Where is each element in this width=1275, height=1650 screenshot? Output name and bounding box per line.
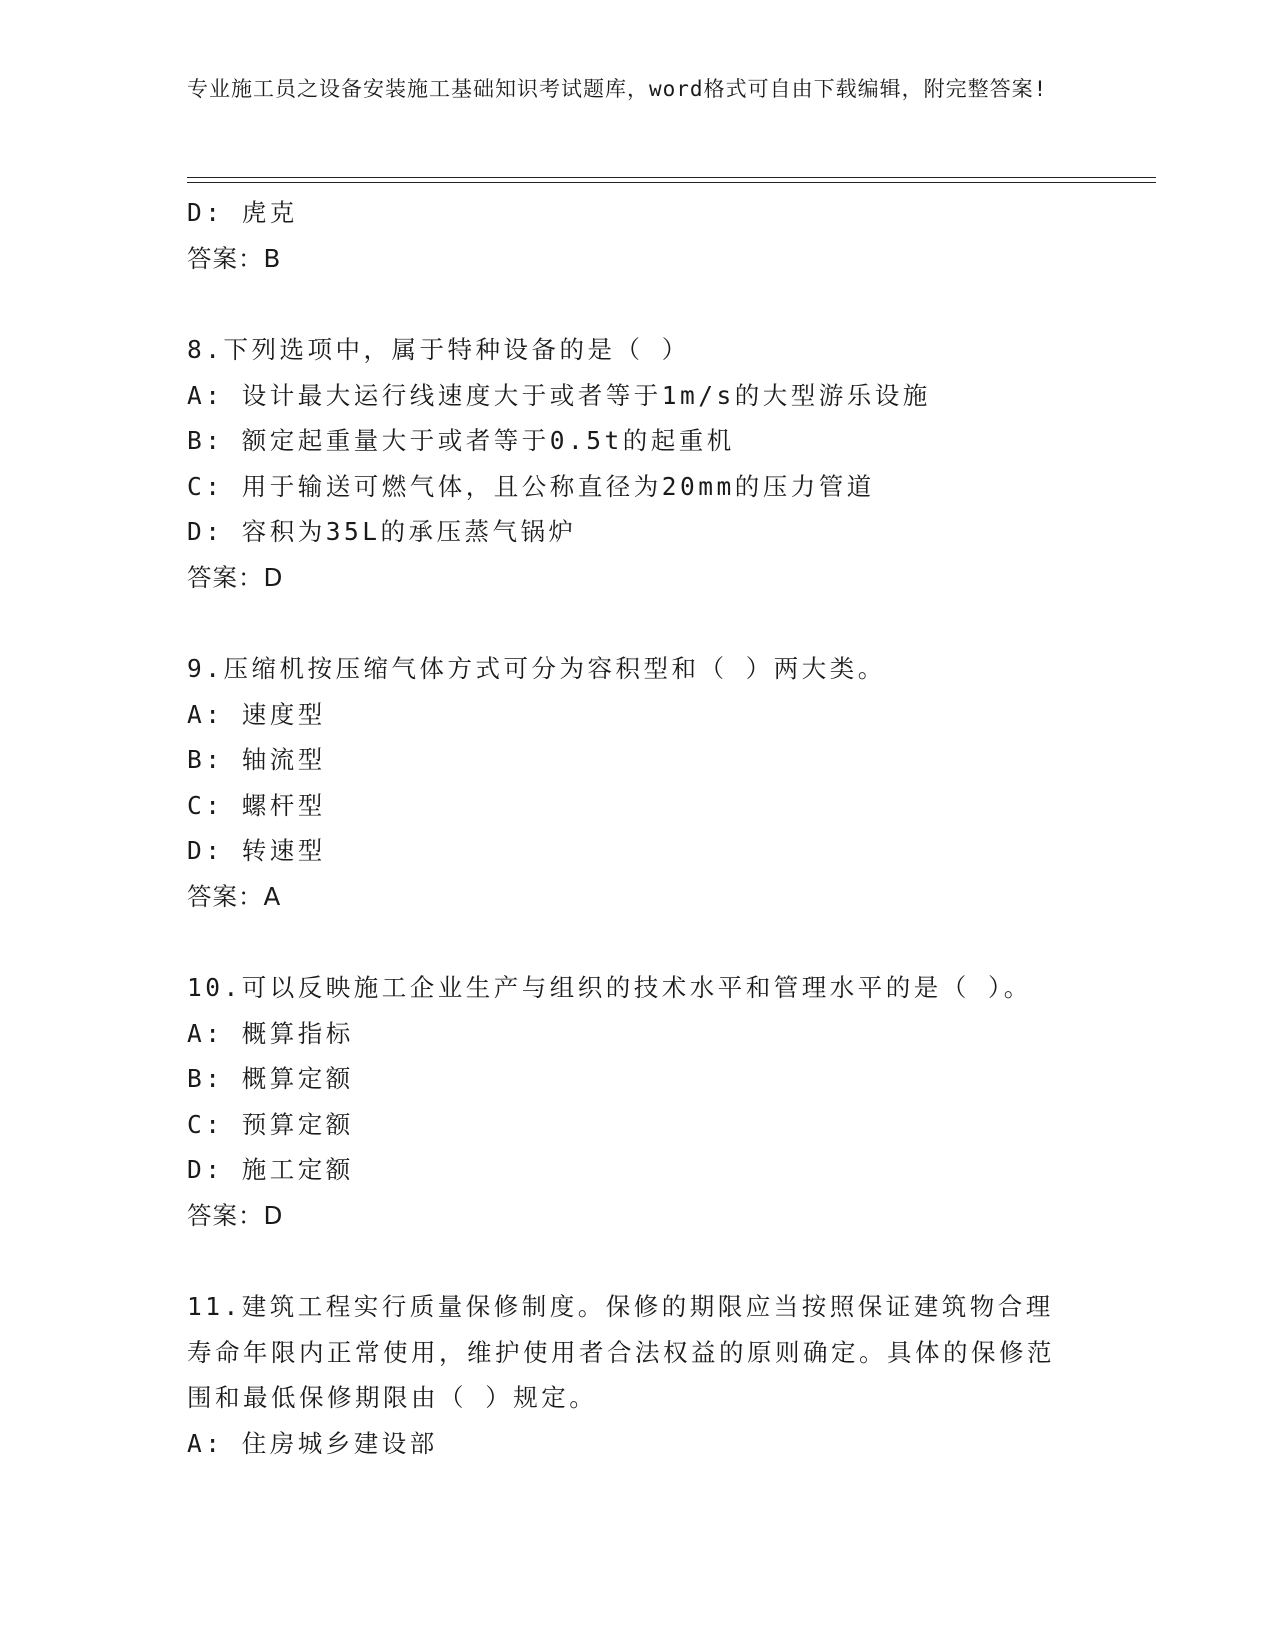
- question-8-stem: 8.下列选项中，属于特种设备的是（ ）: [187, 335, 690, 364]
- question-list: [187, 190, 1087, 1466]
- question-10-option-d: D: 施工定额: [187, 1155, 354, 1184]
- prev-question-option-d: D: 虎克: [187, 198, 298, 227]
- question-9-stem: 9.压缩机按压缩气体方式可分为容积型和（ ）两大类。: [187, 654, 886, 683]
- question-10-option-c: C: 预算定额: [187, 1109, 354, 1139]
- prev-question-answer: 答案：B: [187, 243, 282, 273]
- question-8-answer: 答案：D: [187, 562, 284, 592]
- question-10-answer: 答案：D: [187, 1200, 284, 1230]
- question-9-option-b: B: 轴流型: [187, 745, 326, 774]
- question-10-option-a: A: 概算指标: [187, 1018, 354, 1048]
- spacer: [187, 281, 1087, 327]
- question-9-option-d: D: 转速型: [187, 836, 326, 865]
- question-8-option-a: A: 设计最大运行线速度大于或者等于1m/s的大型游乐设施: [187, 380, 931, 410]
- header-divider-top: [187, 177, 1156, 178]
- question-11-option-a: A: 住房城乡建设部: [187, 1428, 438, 1458]
- question-9-answer: 答案：A: [187, 881, 282, 911]
- spacer: [187, 600, 1087, 646]
- question-8-option-c: C: 用于输送可燃气体，且公称直径为20mm的压力管道: [187, 471, 875, 501]
- question-10-stem: 10.可以反映施工企业生产与组织的技术水平和管理水平的是（ ）。: [187, 973, 1032, 1002]
- header-divider-bottom: [187, 182, 1156, 183]
- question-8-option-b: B: 额定起重量大于或者等于0.5t的起重机: [187, 426, 735, 455]
- document-header-title: 专业施工员之设备安装施工基础知识考试题库，word格式可自由下载编辑，附完整答案!: [187, 77, 1048, 101]
- spacer: [187, 919, 1087, 965]
- question-11-stem: 11.建筑工程实行质量保修制度。保修的期限应当按照保证建筑物合理寿命年限内正常使用，维护使用者合法权益的原则确定。具体的保修范围和最低保修期限由（ ）规定。: [187, 1292, 1055, 1412]
- question-10-option-b: B: 概算定额: [187, 1064, 354, 1093]
- question-9-option-c: C: 螺杆型: [187, 790, 326, 820]
- spacer: [187, 1238, 1087, 1284]
- question-9-option-a: A: 速度型: [187, 699, 326, 729]
- question-8-option-d: D: 容积为35L的承压蒸气锅炉: [187, 517, 577, 546]
